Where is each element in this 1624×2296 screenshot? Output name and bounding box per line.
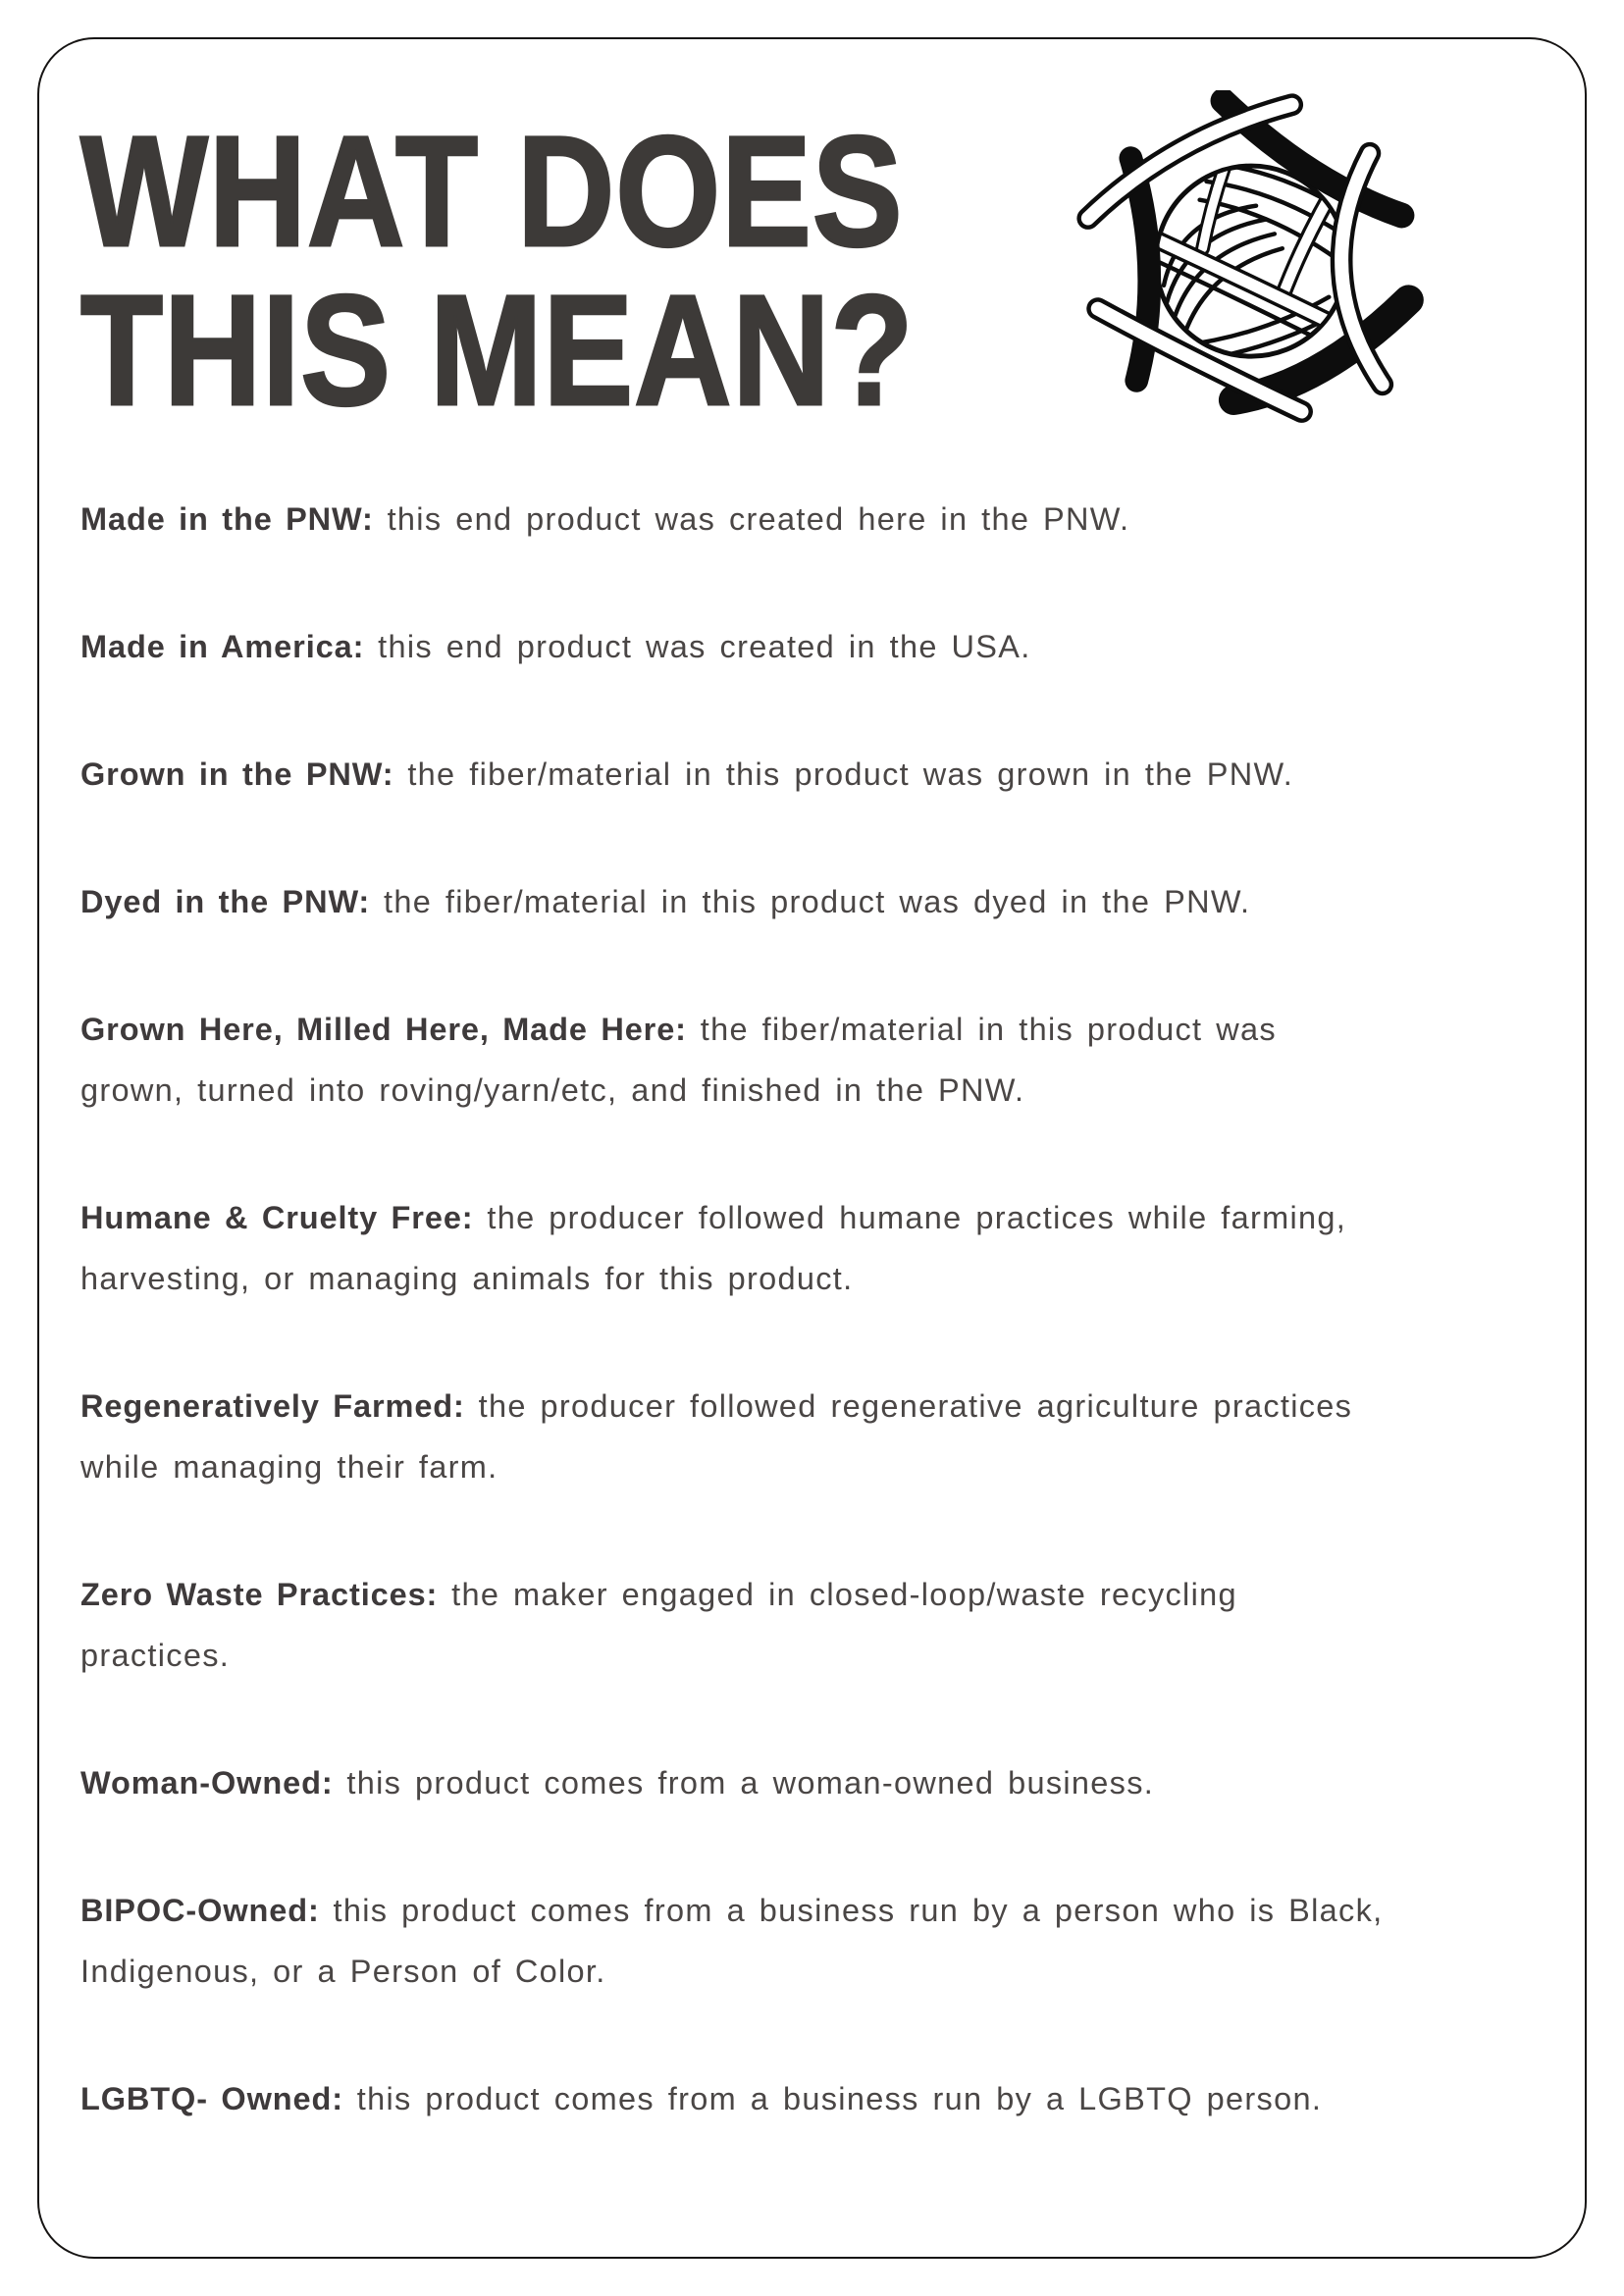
yarn-ball-logo <box>1067 90 1455 451</box>
definition-item <box>80 1376 1531 1497</box>
definition-text: the producer followed humane practices while farming, <box>473 1200 1347 1235</box>
document-sheet <box>37 37 1587 2259</box>
definition-label: LGBTQ- Owned: <box>80 2081 343 2116</box>
definition-label: Made in America: <box>80 629 365 664</box>
definition-item <box>80 616 1531 677</box>
definitions-list <box>80 489 1531 2129</box>
definition-text: this product comes from a business run by a LGBTQ person. <box>342 2081 1323 2116</box>
definition-text: this product comes from a business run by a person who is Black, <box>319 1893 1384 1928</box>
definition-item <box>80 871 1531 932</box>
title-line-2: THIS MEAN? <box>80 262 915 438</box>
definition-text: this end product was created in the USA. <box>364 629 1031 664</box>
definition-item <box>80 744 1531 805</box>
definition-item <box>80 1880 1531 2002</box>
definition-label: Grown in the PNW: <box>80 757 394 792</box>
definition-text: this end product was created here in the PNW. <box>373 501 1130 537</box>
definition-label: Dyed in the PNW: <box>80 884 371 919</box>
definition-item <box>80 2068 1531 2129</box>
definition-label: Grown Here, Milled Here, Made Here: <box>80 1012 687 1047</box>
title-line-1: WHAT DOES <box>80 103 904 279</box>
definition-text: the fiber/material in this product was <box>686 1012 1277 1047</box>
definition-item <box>80 1564 1531 1686</box>
definition-text: the producer followed regenerative agriculture practices <box>464 1388 1353 1424</box>
definition-text: practices. <box>80 1638 231 1673</box>
definition-text: while managing their farm. <box>80 1449 498 1485</box>
definition-text: harvesting, or managing animals for this product. <box>80 1261 854 1296</box>
definition-label: Humane & Cruelty Free: <box>80 1200 474 1235</box>
definition-item <box>80 999 1531 1121</box>
definition-text: the fiber/material in this product was dyed in the PNW. <box>370 884 1251 919</box>
definition-text: this product comes from a woman-owned business. <box>333 1765 1155 1800</box>
definition-label: Regeneratively Farmed: <box>80 1388 465 1424</box>
definition-label: Woman-Owned: <box>80 1765 334 1800</box>
definition-item <box>80 489 1531 549</box>
definition-text: the fiber/material in this product was grown in the PNW. <box>393 757 1294 792</box>
definition-text: grown, turned into roving/yarn/etc, and finished in the PNW. <box>80 1072 1025 1108</box>
definition-label: BIPOC-Owned: <box>80 1893 320 1928</box>
definition-item <box>80 1187 1531 1309</box>
definition-label: Zero Waste Practices: <box>80 1577 439 1612</box>
definition-text: Indigenous, or a Person of Color. <box>80 1954 606 1989</box>
definition-item <box>80 1752 1531 1813</box>
definition-label: Made in the PNW: <box>80 501 374 537</box>
definition-text: the maker engaged in closed-loop/waste recycling <box>438 1577 1237 1612</box>
